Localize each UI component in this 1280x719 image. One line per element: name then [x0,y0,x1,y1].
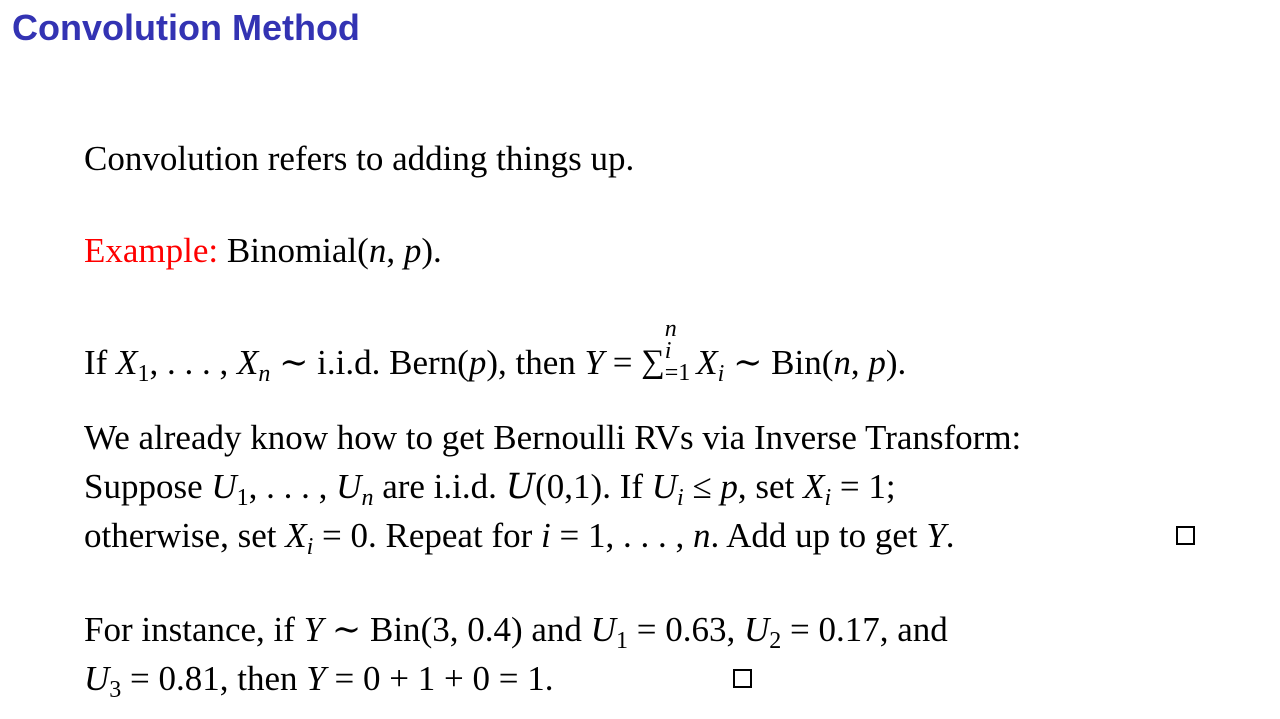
are-iid-word: are i.i.d. [382,467,497,506]
example-text: Binomial [226,231,358,270]
for-instance-word: For instance, if [84,610,295,649]
bin-word: Bin [771,343,822,382]
binomial-definition: If $X_1$, . . . , $X_n$ ∼ i.i.d. Bern(p), then Y = ∑ n i =1 $X_i$ ∼ Bin(n, p). [84,316,907,387]
qed-box-icon [1176,526,1195,545]
then-word: then [515,343,576,382]
instance-line-2: $U_3 = 0.81$, then Y = 0 + 1 + 0 = 1. [84,659,554,703]
example-label: Example: [84,231,219,270]
u2-value: 0.17 [818,610,880,649]
bernoulli-line-1: We already know how to get Bernoulli RVs via Inverse Transform: [84,418,1022,457]
otherwise-set-word: otherwise, set [84,516,277,555]
add-up-word: Add up to get [726,516,918,555]
and-word: and [531,610,582,649]
bin-word-2: Bin [369,610,421,649]
intro-line: Convolution refers to adding things up. [84,139,635,178]
set-word: set [755,467,795,506]
suppose-word: Suppose [84,467,203,506]
if-word-2: If [619,467,643,506]
if-word: If [84,343,108,382]
instance-line-1: For instance, if Y ∼ Bin(3, 0.4) and $U_1 = 0.63$, $U_2 = 0.17$, and [84,610,948,654]
uniform-args: (0,1) [535,467,603,506]
bernoulli-line-3: otherwise, set $X_i = 0$. Repeat for i = 1, . . . , n. Add up to get Y. [84,516,955,560]
then-word-2: then [237,659,298,698]
repeat-for-word: Repeat for [385,516,533,555]
slide-title: Convolution Method [12,7,360,48]
qed-box-icon [733,669,752,688]
u1-value: 0.63 [665,610,727,649]
and-word-2: and [897,610,948,649]
u3-value: 0.81 [158,659,220,698]
example-line: Example: Binomial(n, p). [84,231,442,270]
bernoulli-line-2: Suppose $U_1$, . . . , $U_n$ are i.i.d. U(0,1). If $U_i \le p$, set $X_i = 1$; [84,467,896,511]
iid-bern-word: i.i.d. Bern [317,343,458,382]
